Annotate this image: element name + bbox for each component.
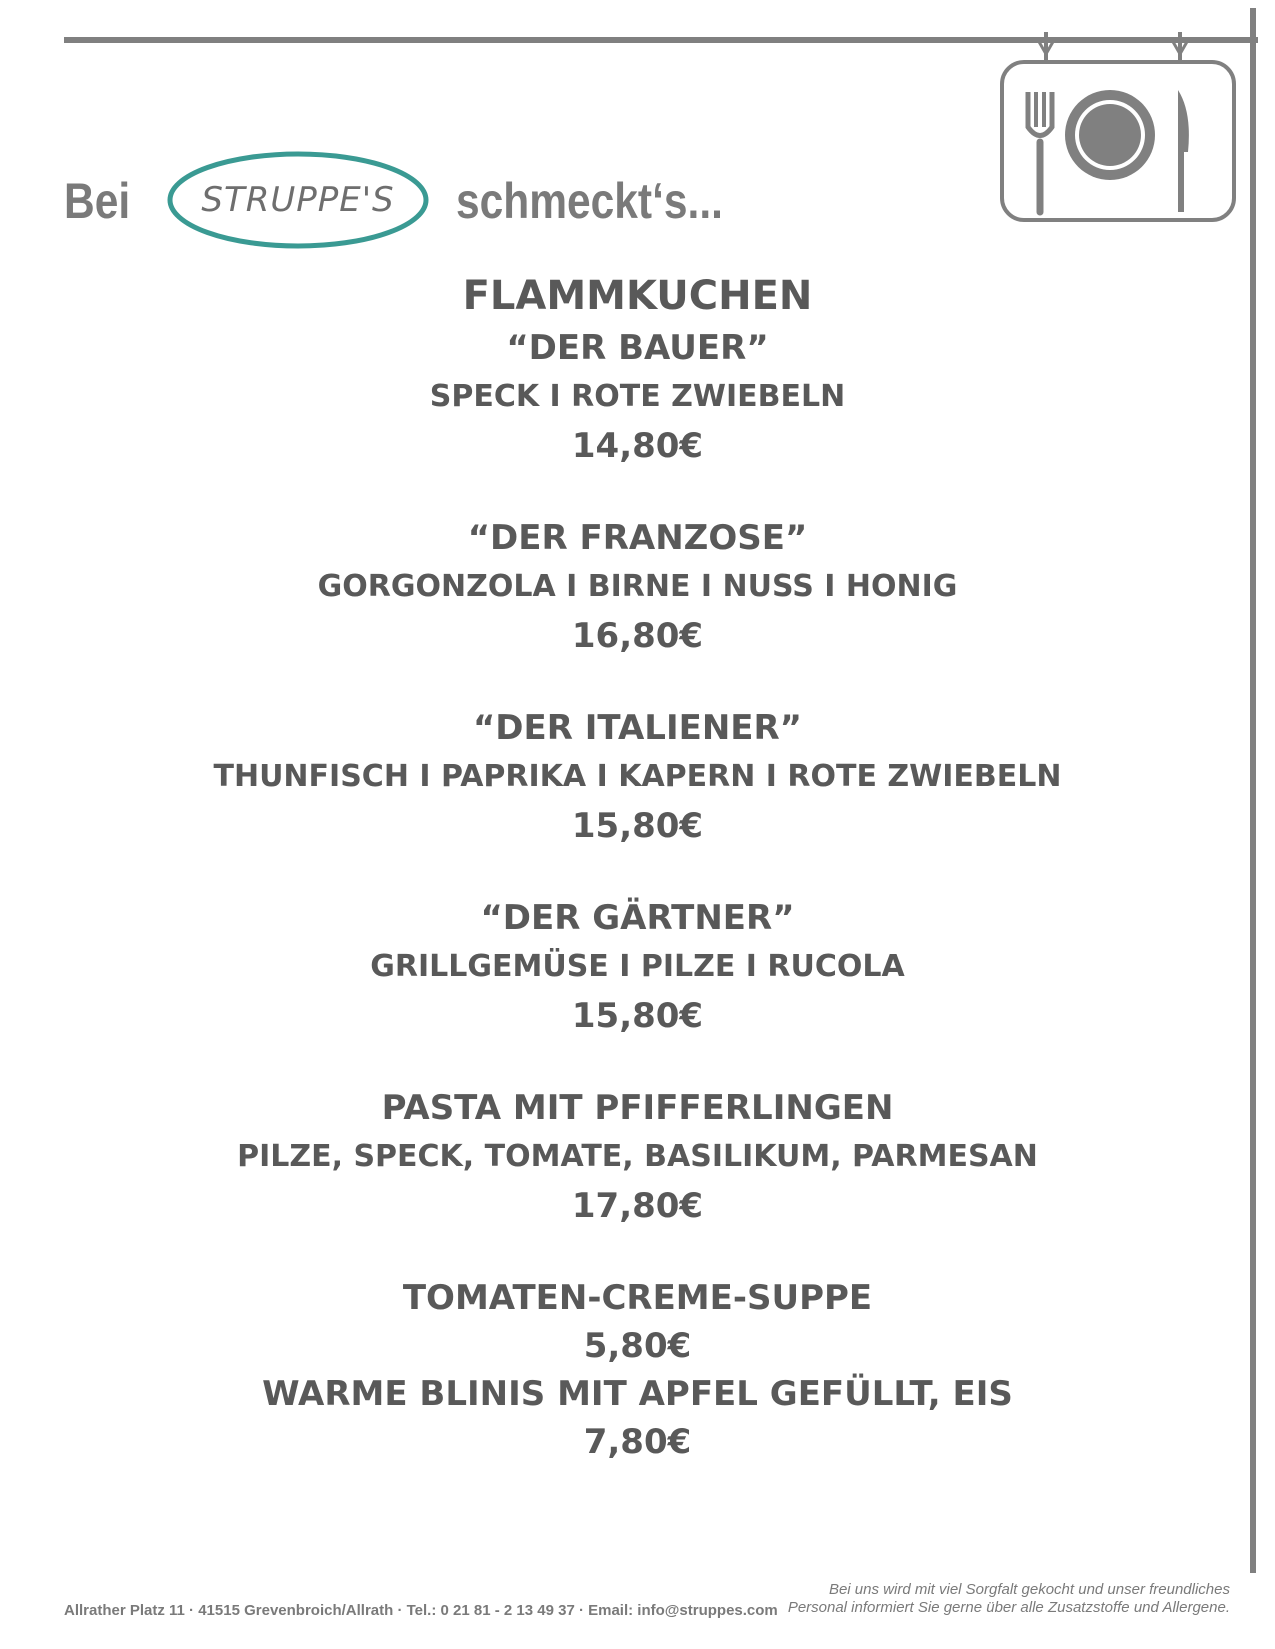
plate-icon xyxy=(1065,90,1155,180)
menu-item-name: “DER GÄRTNER” xyxy=(480,898,795,938)
menu-item-description: PILZE, SPECK, TOMATE, BASILIKUM, PARMESAN xyxy=(237,1139,1038,1174)
struppes-logo xyxy=(164,148,432,252)
menu-spacer xyxy=(0,1230,1275,1274)
cutlery-plate-icon xyxy=(998,32,1238,224)
menu-item-price: 7,80€ xyxy=(583,1422,692,1462)
menu-item-price: 5,80€ xyxy=(583,1326,692,1366)
fork-icon xyxy=(1028,92,1052,212)
footer-note-line-1: Bei uns wird mit viel Sorgfalt gekocht und unser freundliches xyxy=(828,1581,1230,1598)
menu-spacer xyxy=(0,850,1275,894)
footer-note-line-2: Personal informiert Sie gerne über alle Zusatzstoffe und Allergene. xyxy=(787,1599,1230,1616)
menu-category: FLAMMKUCHEN xyxy=(462,273,813,319)
menu-item-description: THUNFISCH I PAPRIKA I KAPERN I ROTE ZWIEBELN xyxy=(213,759,1062,794)
menu-spacer xyxy=(0,470,1275,514)
menu-item-price: 16,80€ xyxy=(571,616,704,656)
menu-item-description: GRILLGEMÜSE I PILZE I RUCOLA xyxy=(370,949,905,984)
logo-text: STRUPPE'S xyxy=(201,180,395,220)
menu-item-description: SPECK I ROTE ZWIEBELN xyxy=(429,379,846,414)
menu-item-price: 15,80€ xyxy=(571,806,704,846)
footer-note xyxy=(788,1581,1230,1617)
menu-item-name: “DER FRANZOSE” xyxy=(467,518,808,558)
menu-item-name: “DER BAUER” xyxy=(506,328,769,368)
knife-icon xyxy=(1178,90,1189,212)
header-prefix: Bei xyxy=(64,173,131,229)
menu-item-name: TOMATEN-CREME-SUPPE xyxy=(402,1278,873,1318)
menu-item-price: 15,80€ xyxy=(571,996,704,1036)
menu-item-name: PASTA MIT PFIFFERLINGEN xyxy=(381,1088,894,1128)
header-suffix: schmeckt‘s... xyxy=(456,173,723,229)
menu-item-price: 14,80€ xyxy=(571,426,704,466)
menu-spacer xyxy=(0,660,1275,704)
footer-address: Allrather Platz 11 · 41515 Grevenbroich/Allrath · Tel.: 0 21 81 - 2 13 49 37 · Email: info@struppes.com xyxy=(64,1602,778,1619)
menu-item-name: “DER ITALIENER” xyxy=(472,708,803,748)
menu-item-price: 17,80€ xyxy=(571,1186,704,1226)
menu-spacer xyxy=(0,1040,1275,1084)
menu-item-name: WARME BLINIS MIT APFEL GEFÜLLT, EIS xyxy=(262,1374,1013,1414)
menu-list xyxy=(0,268,1275,1466)
menu-item-description: GORGONZOLA I BIRNE I NUSS I HONIG xyxy=(317,569,958,604)
